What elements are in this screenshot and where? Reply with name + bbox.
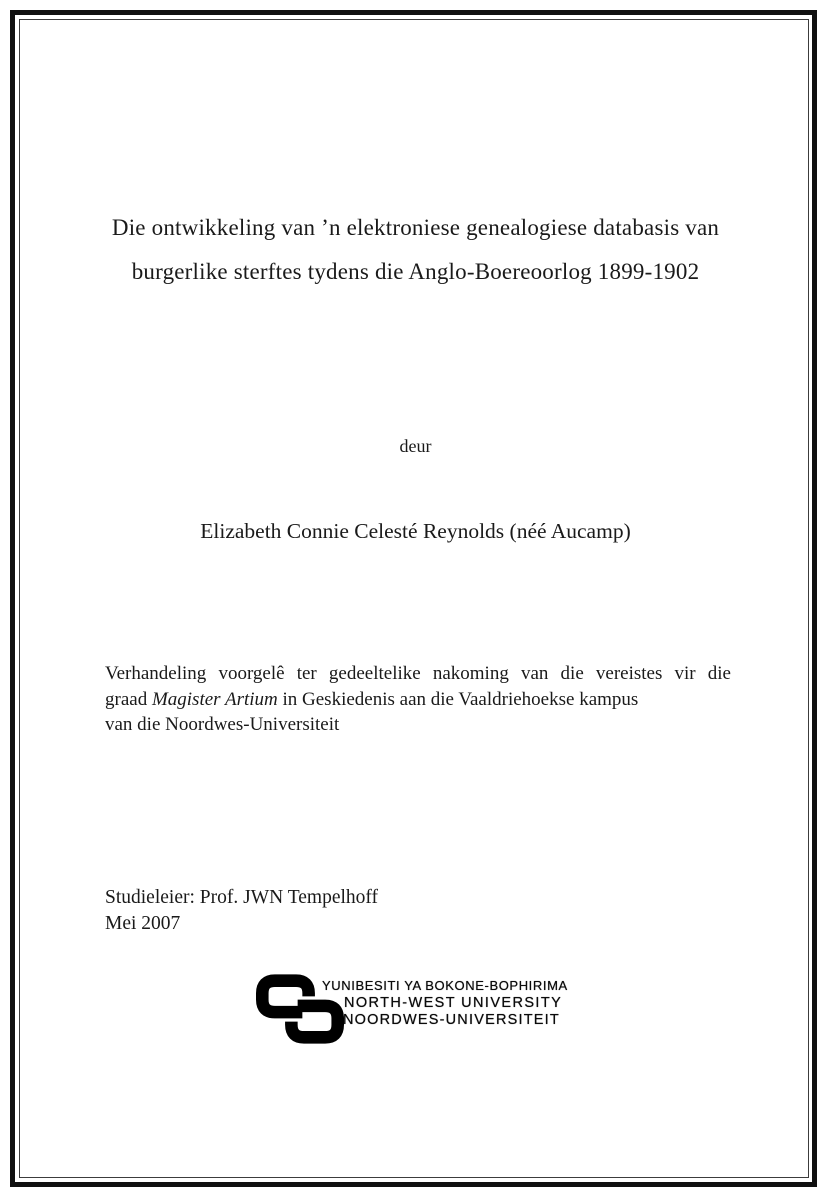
degree-statement-line2-pre: graad [105, 688, 152, 710]
degree-statement-line1: Verhandeling voorgelê ter gedeeltelike nakoming van die vereistes vir die [105, 663, 731, 684]
degree-statement [105, 661, 731, 738]
byline: deur [399, 436, 432, 456]
logo-text-afrikaans: NOORDWES-UNIVERSITEIT [343, 1012, 560, 1028]
thesis-title-line1: Die ontwikkeling van ’n elektroniese genealogiese databasis van [111, 215, 720, 240]
university-logo [256, 971, 586, 1053]
author-name: Elizabeth Connie Celesté Reynolds (néé Aucamp) [200, 519, 631, 543]
date-line: Mei 2007 [105, 912, 181, 934]
logo-text-setswana: YUNIBESITI YA BOKONE-BOPHIRIMA [322, 978, 568, 993]
degree-name-italic: Magister Artium [151, 688, 278, 710]
degree-statement-line2 [105, 687, 731, 713]
thesis-title [60, 206, 771, 294]
degree-statement-line2-post: in Geskiedenis aan die Vaaldriehoekse kampus [277, 688, 639, 710]
thesis-title-line2: burgerlike sterftes tydens die Anglo-Boereoorlog 1899-1902 [131, 259, 700, 284]
logo-text-english: NORTH-WEST UNIVERSITY [344, 995, 563, 1011]
supervisor-line: Studieleier: Prof. JWN Tempelhoff [105, 887, 379, 908]
degree-statement-line3: van die Noordwes-Universiteit [105, 714, 340, 735]
supervisor-block [105, 885, 378, 936]
